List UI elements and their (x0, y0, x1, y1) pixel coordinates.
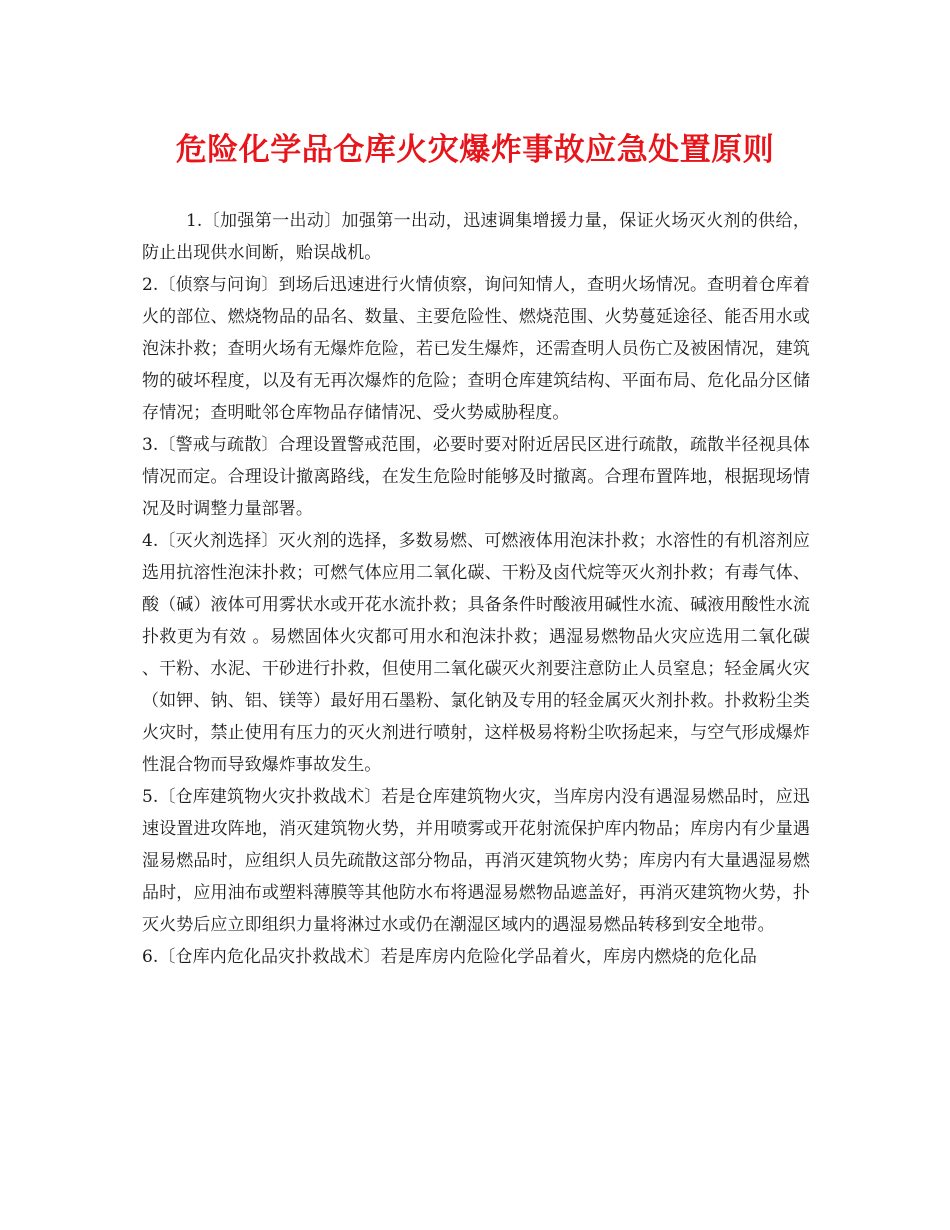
paragraph-3: 3.〔警戒与疏散〕合理设置警戒范围，必要时要对附近居民区进行疏散，疏散半径视具体情况而定。合理设计撤离路线，在发生危险时能够及时撤离。合理布置阵地，根据现场情况及时调整力量部署。 (142, 435, 810, 519)
paragraph-2: 2.〔侦察与问询〕到场后迅速进行火情侦察，询问知情人，查明火场情况。查明着仓库着火的部位、燃烧物品的品名、数量、主要危险性、燃烧范围、火势蔓延途径、能否用水或泡沫扑救；查明火场有无爆炸危险，若已发生爆炸，还需查明人员伤亡及被困情况，建筑物的破坏程度，以及有无再次爆炸的危险；查明仓库建筑结构、平面布局、危化品分区储存情况；查明毗邻仓库物品存储情况、受火势威胁程度。 (142, 275, 810, 423)
paragraph-4: 4.〔灭火剂选择〕灭火剂的选择，多数易燃、可燃液体用泡沫扑救；水溶性的有机溶剂应选用抗溶性泡沫扑救；可燃气体应用二氧化碳、干粉及卤代烷等灭火剂扑救；有毒气体、酸（碱）液体可用雾状水或开花水流扑救；具备条件时酸液用碱性水流、碱液用酸性水流扑救更为有效 。易燃固体火灾都可用水和泡沫扑救；遇湿易燃物品火灾应选用二氧化碳、干粉、水泥、干砂进行扑救，但使用二氧化碳灭火剂要注意防止人员窒息；轻金属火灾（如钾、钠、铝、镁等）最好用石墨粉、氯化钠及专用的轻金属灭火剂扑救。扑救粉尘类火灾时，禁止使用有压力的灭火剂进行喷射，这样极易将粉尘吹扬起来，与空气形成爆炸性混合物而导致爆炸事故发生。 (142, 531, 810, 775)
paragraph-6: 6.〔仓库内危化品灾扑救战术〕若是库房内危险化学品着火，库房内燃烧的危化品 (142, 947, 757, 967)
document-title: 危险化学品仓库火灾爆炸事故应急处置原则 (175, 132, 775, 168)
paragraph-5: 5.〔仓库建筑物火灾扑救战术〕若是仓库建筑物火灾，当库房内没有遇湿易燃品时，应迅速设置进攻阵地，消灭建筑物火势，并用喷雾或开花射流保护库内物品；库房内有少量遇湿易燃品时，应组织人员先疏散这部分物品，再消灭建筑物火势；库房内有大量遇湿易燃品时，应用油布或塑料薄膜等其他防水布将遇湿易燃物品遮盖好，再消灭建筑物火势，扑灭火势后应立即组织力量将淋过水或仍在潮湿区域内的遇湿易燃品转移到安全地带。 (142, 787, 810, 935)
document-body (142, 205, 810, 973)
paragraph-1: 1.〔加强第一出动〕加强第一出动，迅速调集增援力量，保证火场灭火剂的供给，防止出现供水间断，贻误战机。 (142, 211, 810, 263)
